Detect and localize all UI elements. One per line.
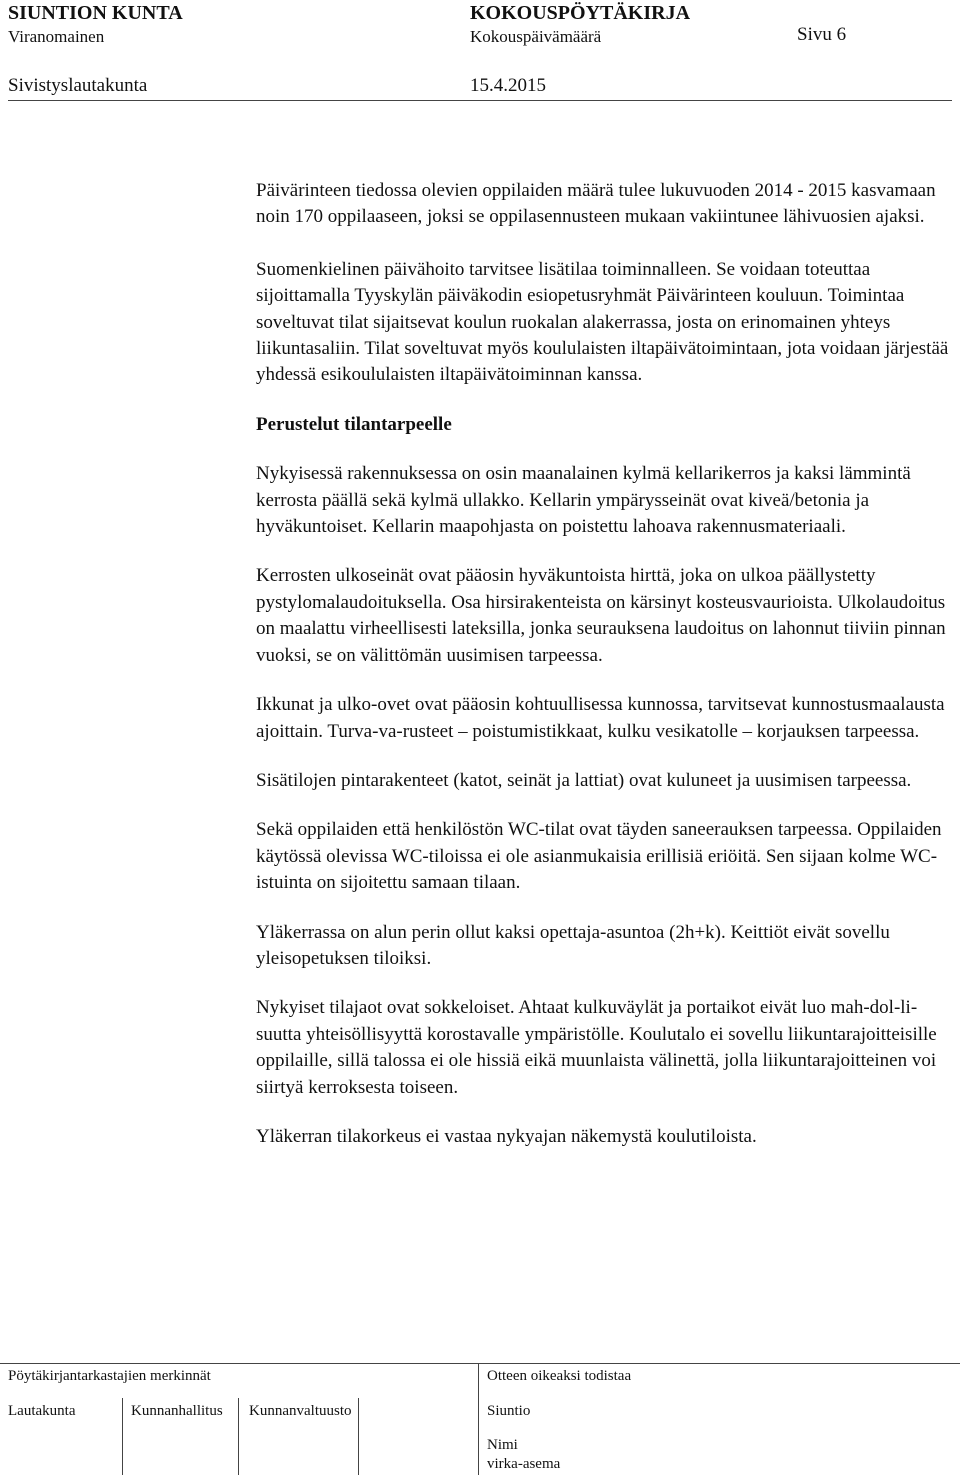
footer-place: Siuntio bbox=[487, 1403, 531, 1419]
footer-certified-label: Otteen oikeaksi todistaa bbox=[487, 1368, 632, 1384]
paragraph-8: Yläkerrassa on alun perin ollut kaksi opettaja-asuntoa (2h+k). Keittiöt eivät sovellu yleisopetuksen tiloiksi. bbox=[256, 921, 890, 969]
authority-label: Viranomainen bbox=[8, 27, 105, 46]
paragraph-2: Suomenkielinen päivähoito tarvitsee lisätilaa toiminnalleen. Se voidaan toteuttaa sijoittamalla Tyyskylän päiväkodin esiopetusryhmät Päivärinteen kouluun. Toimintaa soveltuvat tilat sijaitsevat koulun ruokalan alakerrassa, josta on erinomainen yhteys liikuntasaliin. Tilat soveltuvat myös koululaisten iltapäivätoimintaan, jota voidaan järjestää yhdessä esikoululaisten iltapäivätoiminnan kanssa. bbox=[256, 258, 949, 386]
paragraph-5: Ikkunat ja ulko-ovet ovat pääosin kohtuullisessa kunnossa, tarvitsevat kunnostusmaalausta ajoittain. Turva-va-rusteet – poistumistikkaat, kulku vesikatolle – korjauksen tarpeessa. bbox=[256, 694, 945, 742]
meeting-date: 15.4.2015 bbox=[470, 75, 546, 96]
footer-board-label: Lautakunta bbox=[8, 1403, 76, 1419]
footer-column-divider bbox=[478, 1363, 479, 1475]
footer-name-label: Nimi bbox=[487, 1437, 518, 1453]
document-type: KOKOUSPÖYTÄKIRJA bbox=[470, 2, 691, 24]
footer-signers-label: Pöytäkirjantarkastajien merkinnät bbox=[8, 1368, 211, 1384]
header-divider bbox=[8, 100, 952, 101]
document-body bbox=[256, 178, 950, 1150]
municipality-name: SIUNTION KUNTA bbox=[8, 2, 183, 24]
footer-council-label: Kunnanvaltuusto bbox=[249, 1403, 352, 1419]
paragraph-7: Sekä oppilaiden että henkilöstön WC-tilat ovat täyden saneerauksen tarpeessa. Oppilaiden käytössä olevissa WC-tiloissa ei ole asianmukaisia erillisiä eriöitä. Sen sijaan kolme WC-istuinta on sijoitettu samaan tilaan. bbox=[256, 819, 942, 894]
paragraph-3: Nykyisessä rakennuksessa on osin maanalainen kylmä kellarikerros ja kaksi lämmintä kerrosta päällä sekä kylmä ullakko. Kellarin ympärysseinät ovat kiveä/betonia ja hyväkuntoiset. Kellarin maapohjasta on poistettu lahoava rakennusmateriaali. bbox=[256, 463, 911, 538]
footer-government-label: Kunnanhallitus bbox=[131, 1403, 223, 1419]
footer-position-label: virka-asema bbox=[487, 1456, 561, 1472]
paragraph-6: Sisätilojen pintarakenteet (katot, seinät ja lattiat) ovat kuluneet ja uusimisen tarpeessa. bbox=[256, 769, 912, 791]
section-heading: Perustelut tilantarpeelle bbox=[256, 413, 452, 435]
paragraph-10: Yläkerran tilakorkeus ei vastaa nykyajan näkemystä koulutiloista. bbox=[256, 1125, 757, 1147]
footer-divider-government bbox=[238, 1398, 239, 1475]
paragraph-9: Nykyiset tilajaot ovat sokkeloiset. Ahtaat kulkuväylät ja portaikot eivät luo mah-dol-li-suutta yhteisöllisyyttä korostavalle ympäristölle. Koulutalo ei sovellu liikuntarajoitteisille oppilaille, sillä talossa ei ole hissiä eikä muunlaista välinettä, jolla liikuntarajoitteinen voi siirtyä kerroksesta toiseen. bbox=[256, 997, 937, 1098]
paragraph-1: Päivärinteen tiedossa olevien oppilaiden määrä tulee lukuvuoden 2014 - 2015 kasvamaan noin 170 oppilaaseen, joksi se oppilasennusteen mukaan vakiintunee lähivuosien ajaksi. bbox=[256, 180, 936, 228]
footer-divider bbox=[0, 1363, 960, 1364]
page-number: Sivu 6 bbox=[797, 24, 847, 45]
meeting-date-label: Kokouspäivämäärä bbox=[470, 27, 602, 46]
footer-divider-council bbox=[358, 1398, 359, 1475]
paragraph-4: Kerrosten ulkoseinät ovat pääosin hyväkuntoista hirttä, joka on ulkoa päällystetty pystylomalaudoituksella. Osa hirsirakenteista on kärsinyt kosteusvaurioista. Ulkolaudoitus on maalattu virheellisesti lateksilla, jonka seurauksena laudoitus on lahonnut tiiviin pinnan vuoksi, se on välittömän uusimisen tarpeessa. bbox=[256, 565, 946, 666]
footer-divider-board bbox=[122, 1398, 123, 1475]
authority-name: Sivistyslautakunta bbox=[8, 75, 148, 96]
